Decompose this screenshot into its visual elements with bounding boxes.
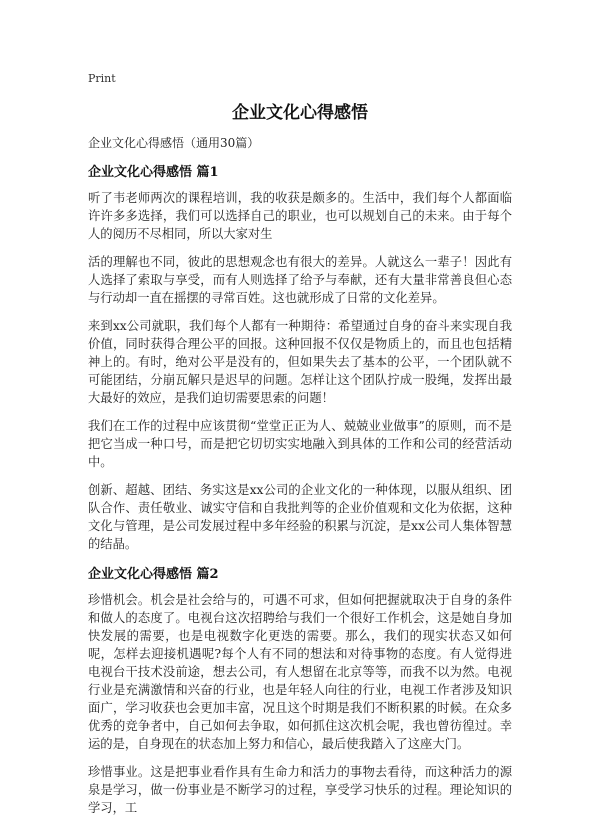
- paragraph: 听了韦老师两次的课程培训，我的收获是颇多的。生活中，我们每个人都面临许许多多选择，我们可以选择自己的职业，也可以规划自己的未来。由于每个人的阅历不尽相同，所以大家对生: [88, 191, 512, 241]
- document-title: 企业文化心得感悟: [232, 103, 368, 123]
- paragraph: 活的理解也不同，彼此的思想观念也有很大的差异。人就这么一辈子！因此有人选择了索取与享受，而有人则选择了给予与奉献，还有大量非常善良但心态与行动却一直在摇摆的寻常百姓。这也就形成了日常的文化差异。: [88, 255, 512, 305]
- paragraph: 创新、超越、团结、务实这是xx公司的企业文化的一种体现，以服从组织、团队合作、责任敬业、诚实守信和自我批判等的企业价值观和文化为依据，这种文化与管理，是公司发展过程中多年经验的积累与沉淀，是xx公司人集体智慧的结晶。: [88, 483, 512, 551]
- paragraph: 珍惜机会。机会是社会给与的，可遇不可求，但如何把握就取决于自身的条件和做人的态度了。电视台这次招聘给与我们一个很好工作机会，这是她自身加快发展的需要，也是电视数字化更迭的需要。那么，我们的现实状态又如何呢，怎样去迎接机遇呢?每个人有不同的想法和对待事物的态度。有人觉得进电视台干技术没前途，想去公司，有人想留在北京等等，而我不以为然。电视行业是充满激情和兴奋的行业，也是年轻人向往的行业，电视工作者涉及知识面广，学习收获也会更加丰富，况且这个时期是我们不断积累的时候。在众多优秀的竞争者中，自己如何去争取，如何抓住这次机会呢，我也曾彷徨过。幸运的是，自身现在的状态加上努力和信心，最后使我踏入了这座大门。: [88, 593, 512, 751]
- paragraph: 我们在工作的过程中应该贯彻“堂堂正正为人、兢兢业业做事”的原则，而不是把它当成一种口号，而是把它切切实实地融入到具体的工作和公司的经营活动中。: [88, 419, 512, 469]
- section-heading-2: 企业文化心得感悟 篇2: [88, 567, 219, 582]
- paragraph: 来到xx公司就职，我们每个人都有一种期待：希望通过自身的奋斗来实现自我价值，同时获得合理公平的回报。这种回报不仅仅是物质上的，而且也包括精神上的。有时，绝对公平是没有的，但如果失去了基本的公平，一个团队就不可能团结，分崩瓦解只是迟早的问题。怎样让这个团队拧成一股绳，发挥出最大最好的效应，是我们迫切需要思索的问题！: [88, 319, 512, 405]
- paragraph: 珍惜事业。这是把事业看作具有生命力和活力的事物去看待，而这种活力的源泉是学习，做一份事业是不断学习的过程，享受学习快乐的过程。理论知识的学习，工: [88, 765, 512, 815]
- section-heading-1: 企业文化心得感悟 篇1: [88, 165, 219, 180]
- document-body: [88, 134, 512, 827]
- document-subtitle: 企业文化心得感悟（通用30篇）: [88, 136, 260, 150]
- print-label[interactable]: Print: [88, 72, 116, 85]
